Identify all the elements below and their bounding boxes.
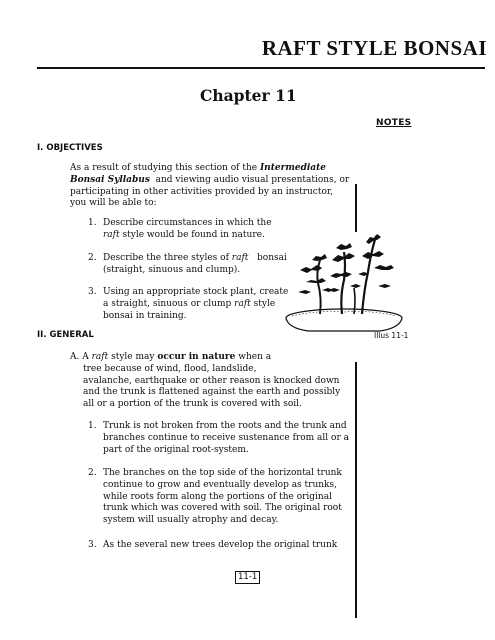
general-a-line3: avalanche, earthquake or other reason is knocked down bbox=[83, 375, 340, 386]
objective-item-2: 2. Describe the three styles of raft bonsai (straight, sinuous and clump). bbox=[88, 253, 287, 275]
general-a-line1: A. A raft style may occur in nature when a bbox=[70, 352, 272, 362]
objective-item-3: 3. Using an appropriate stock plant, create a straight, sinuous or clump raft style bonsai in training. bbox=[88, 287, 289, 321]
objectives-intro bbox=[70, 163, 355, 210]
objectives-intro-line1: As a result of studying this section of the Intermediate bbox=[70, 163, 327, 173]
objectives-intro-line4: you will be able to: bbox=[70, 198, 157, 209]
objectives-heading: I. OBJECTIVES bbox=[37, 143, 103, 153]
notes-divider-upper bbox=[355, 184, 357, 232]
general-item-1: 1. Trunk is not broken from the roots and the trunk and branches continue to receive sustenance from all or a part of the original root-system. bbox=[88, 421, 349, 455]
notes-label: NOTES bbox=[376, 118, 412, 128]
general-a-line2: tree because of wind, flood, landslide, bbox=[83, 363, 257, 374]
general-item-3: 3. As the several new trees develop the original trunk bbox=[88, 540, 338, 550]
objectives-intro-line3: participating in other activities provided by an instructor, bbox=[70, 186, 334, 197]
running-header-title: RAFT STYLE BONSAI bbox=[261, 36, 487, 60]
general-heading: II. GENERAL bbox=[37, 330, 94, 340]
objective-item-1: 1. Describe circumstances in which the raft style would be found in nature. bbox=[88, 218, 272, 240]
general-a-line5: all or a portion of the trunk is covered with soil. bbox=[83, 399, 302, 410]
illustration-caption: Illus 11-1 bbox=[374, 331, 409, 340]
general-paragraph-a bbox=[70, 352, 355, 411]
general-a-line4: and the trunk is flattened against the earth and possibly bbox=[83, 387, 341, 398]
page-number: 11-1 bbox=[235, 571, 260, 584]
raft-bonsai-illustration bbox=[278, 228, 410, 334]
general-item-2: 2. The branches on the top side of the horizontal trunk continue to grow and eventually develop as trunks, while roots form along the portions of the original trunk which was covered with soil. The original root system will usually atrophy and decay. bbox=[88, 468, 342, 526]
objectives-intro-line2: Bonsai Syllabus and viewing audio visual presentations, or bbox=[70, 174, 350, 185]
header-rule bbox=[37, 67, 485, 69]
chapter-title: Chapter 11 bbox=[200, 86, 297, 105]
